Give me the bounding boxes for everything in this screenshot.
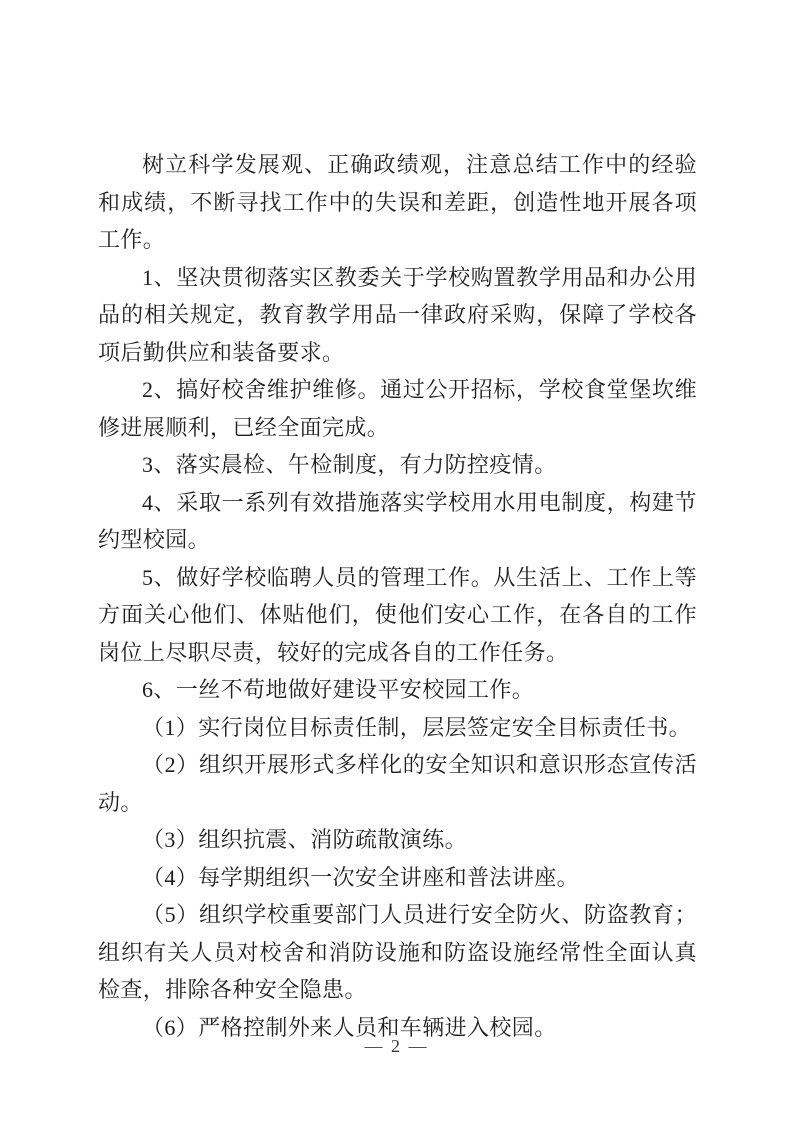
paragraph: （2）组织开展形式多样化的安全知识和意识形态宣传活动。 [98,752,697,815]
paragraph: 1、坚决贯彻落实区教委关于学校购置教学用品和办公用品的相关规定，教育教学用品一律政府采购，保障了学校各项后勤供应和装备要求。 [98,264,697,365]
page-number: — 2 — [364,1036,429,1056]
paragraph: 3、落实晨检、午检制度，有力防控疫情。 [142,452,557,477]
paragraph: 5、做好学校临聘人员的管理工作。从生活上、工作上等方面关心他们、体贴他们，使他们安心工作，在各自的工作岗位上尽职尽责，较好的完成各自的工作任务。 [98,564,697,665]
paragraph: 4、采取一系列有效措施落实学校用水用电制度，构建节约型校园。 [98,489,697,552]
paragraph: （3）组织抗震、消防疏散演练。 [142,827,468,852]
paragraph: （5）组织学校重要部门人员进行安全防火、防盗教育；组织有关人员对校舍和消防设施和防盗设施经常性全面认真检查，排除各种安全隐患。 [98,902,697,1002]
paragraph: 2、搞好校舍维护维修。通过公开招标，学校食堂堡坎维修进展顺利，已经全面完成。 [98,377,697,440]
paragraph: 树立科学发展观、正确政绩观，注意总结工作中的经验和成绩，不断寻找工作中的失误和差距，创造性地开展各项工作。 [98,152,697,252]
paragraph: （6）严格控制外来人员和车辆进入校园。 [142,1014,557,1040]
paragraph: （1）实行岗位目标责任制，层层签定安全目标责任书。 [142,714,692,740]
document-body [98,146,697,1046]
paragraph: 6、一丝不苟地做好建设平安校园工作。 [142,677,535,702]
paragraph: （4）每学期组织一次安全讲座和普法讲座。 [142,864,580,890]
